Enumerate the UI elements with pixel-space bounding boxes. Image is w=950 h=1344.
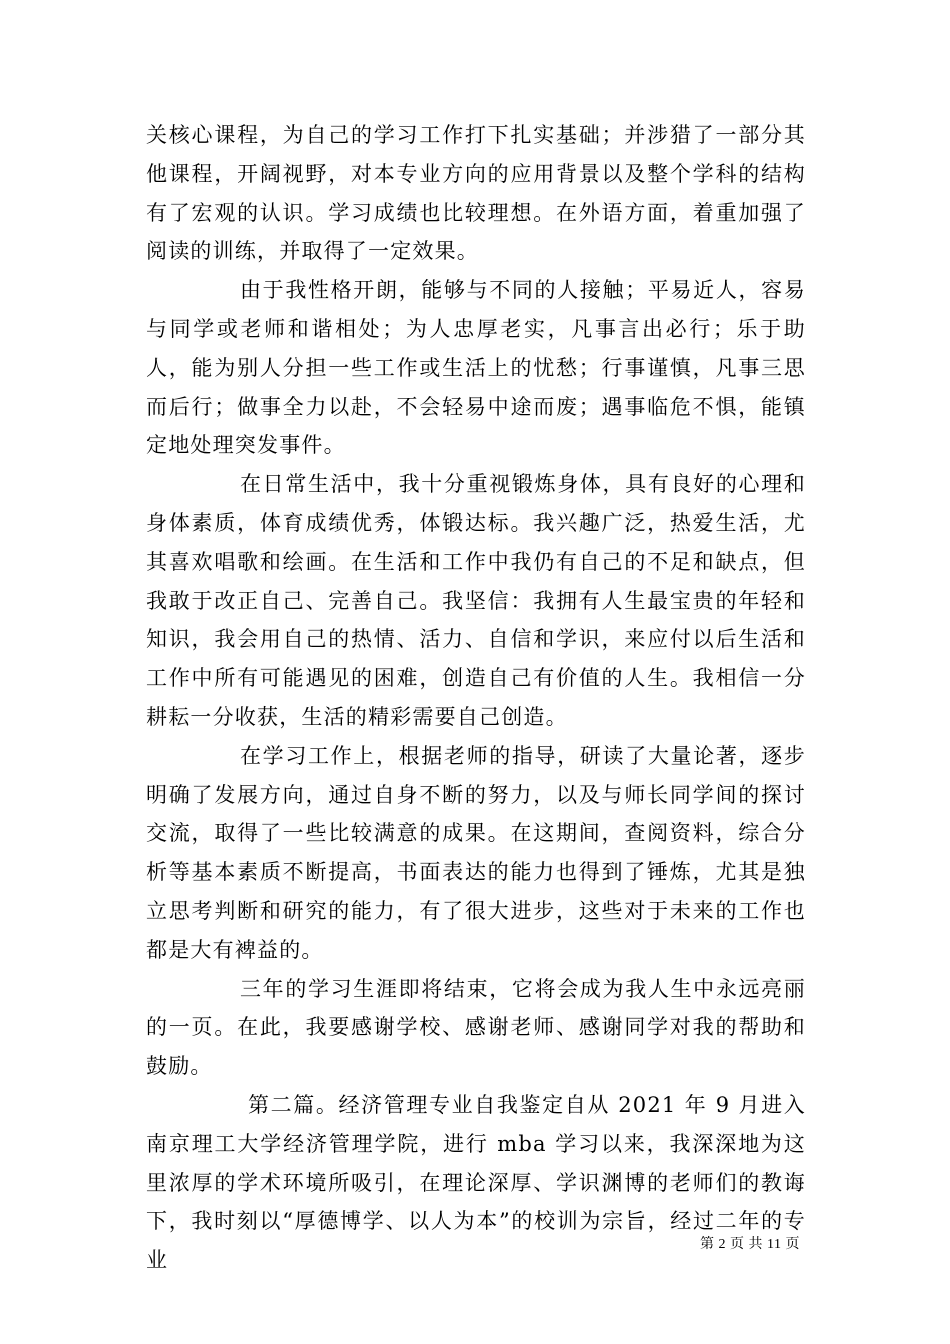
paragraph-course-foundation: 关核心课程，为自己的学习工作打下扎实基础；并涉猎了一部分其他课程，开阔视野，对本专业方向的应用背景以及整个学科的结构有了宏观的认识。学习成绩也比较理想。在外语方面，着重加强了阅读的训练，并取得了一定效果。 <box>146 123 806 264</box>
paragraph-daily-life: 在日常生活中，我十分重视锻炼身体，具有良好的心理和身体素质，体育成绩优秀，体锻达标。我兴趣广泛，热爱生活，尤其喜欢唱歌和绘画。在生活和工作中我仍有自己的不足和缺点，但我敢于改正自己、完善自己。我坚信：我拥有人生最宝贵的年轻和知识，我会用自己的热情、活力、自信和学识，来应付以后生活和工作中所有可能遇见的困难，创造自己有价值的人生。我相信一分耕耘一分收获，生活的精彩需要自己创造。 <box>146 472 806 729</box>
paragraph-study-work: 在学习工作上，根据老师的指导，研读了大量论著，逐步明确了发展方向，通过自身不断的努力，以及与师长同学间的探讨交流，取得了一些比较满意的成果。在这期间，查阅资料，综合分析等基本素质不断提高，书面表达的能力也得到了锤炼，尤其是独立思考判断和研究的能力，有了很大进步，这些对于未来的工作也都是大有裨益的。 <box>146 743 806 962</box>
paragraph-second-article: 第二篇。经济管理专业自我鉴定自从 2021 年 9 月进入南京理工大学经济管理学院，进行 mba 学习以来，我深深地为这里浓厚的学术环境所吸引，在理论深厚、学识渊博的老师们的教诲下，我时刻以“厚德博学、以人为本”的校训为宗旨，经过二年的专业 <box>146 1092 806 1273</box>
paragraph-personality: 由于我性格开朗，能够与不同的人接触；平易近人，容易与同学或老师和谐相处；为人忠厚老实，凡事言出必行；乐于助人，能为别人分担一些工作或生活上的忧愁；行事谨慎，凡事三思而后行；做事全力以赴，不会轻易中途而废；遇事临危不惧，能镇定地处理突发事件。 <box>146 278 806 458</box>
paragraph-gratitude: 三年的学习生涯即将结束，它将会成为我人生中永远亮丽的一页。在此，我要感谢学校、感谢老师、感谢同学对我的帮助和鼓励。 <box>146 976 806 1079</box>
page-number-footer: 第 2 页 共 11 页 <box>700 1237 800 1252</box>
document-body <box>146 116 806 1280</box>
